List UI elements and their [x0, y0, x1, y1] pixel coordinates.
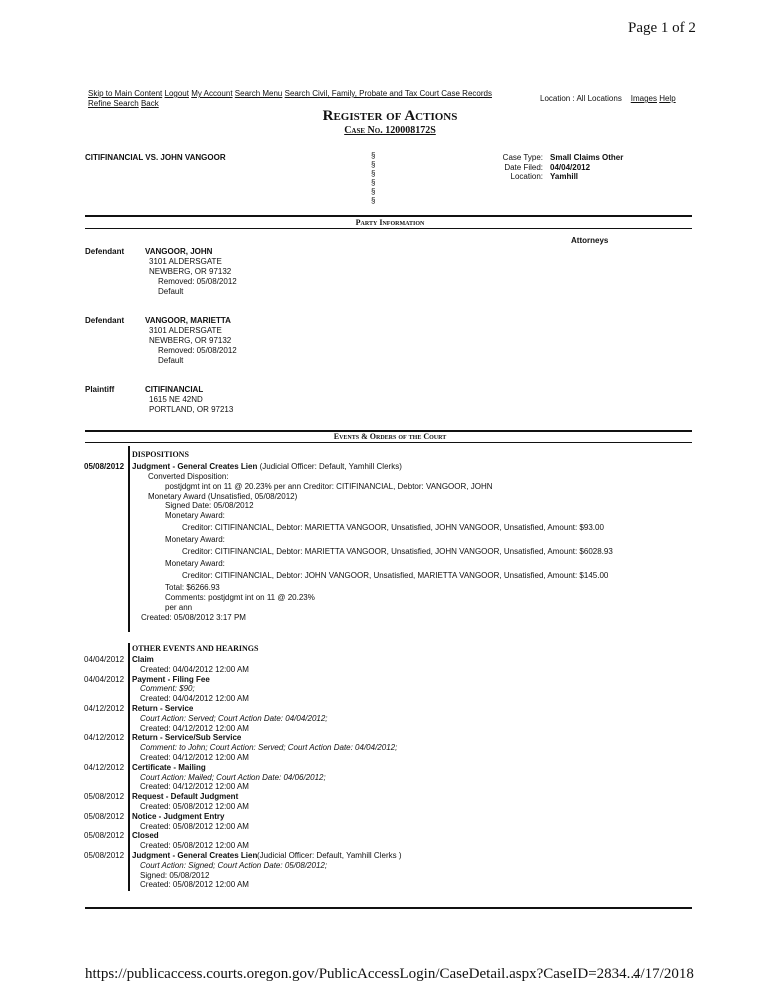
event-date: 04/04/2012: [84, 674, 125, 684]
event-detail: Created: 04/12/2012 12:00 AM: [140, 782, 249, 792]
other-events-heading: OTHER EVENTS AND HEARINGS: [132, 644, 259, 653]
divider: [85, 907, 692, 909]
event-title: Request - Default Judgment: [132, 792, 239, 802]
footer-url: https://publicaccess.courts.oregon.gov/PublicAccessLogin/CaseDetail.aspx?CaseID=2834...: [85, 966, 638, 982]
event-item: [0, 850, 402, 890]
case-type: Small Claims Other: [550, 153, 624, 162]
event-detail: Created: 04/12/2012 12:00 AM: [140, 723, 249, 733]
event-detail: Created: 04/12/2012 12:00 AM: [140, 752, 249, 762]
event-item: [0, 831, 397, 851]
event-detail: Created: 05/08/2012 12:00 AM: [140, 801, 249, 811]
events-heading: Events & Orders of the Court: [333, 432, 447, 441]
event-title: Claim: [132, 655, 154, 664]
event-detail: Comment: $90;: [140, 684, 195, 694]
event-date: 05/08/2012: [84, 811, 125, 821]
footer-date: 4/17/2018: [633, 966, 694, 982]
search-records-link[interactable]: Search Civil, Family, Probate and Tax Court Case Records: [284, 89, 492, 98]
event-item: [0, 812, 397, 832]
case-info-values: [550, 153, 623, 182]
logout-link[interactable]: Logout: [164, 89, 189, 98]
back-link[interactable]: Back: [140, 99, 159, 108]
case-style: CITIFINANCIAL VS. JOHN VANGOOR: [85, 153, 226, 162]
event-detail: Comment: to John; Court Action: Served; Court Action Date: 04/04/2012;: [140, 743, 398, 753]
event-item: [0, 733, 397, 762]
event-date: 04/12/2012: [84, 733, 125, 743]
section-marks: § § § § § §: [371, 151, 376, 205]
date-filed: 04/04/2012: [550, 162, 591, 172]
dispositions-heading: DISPOSITIONS: [132, 450, 189, 459]
event-date: 04/12/2012: [84, 762, 125, 772]
location-bar: [540, 94, 676, 103]
images-link[interactable]: Images: [630, 94, 657, 103]
event-detail: Created: 05/08/2012 12:00 AM: [140, 880, 249, 890]
event-title: Notice - Judgment Entry: [132, 811, 225, 821]
event-detail: Created: 04/04/2012 12:00 AM: [140, 664, 249, 674]
party-info-heading: Party Information: [355, 218, 425, 227]
event-title: Return - Service/Sub Service: [132, 733, 242, 743]
event-date: 05/08/2012: [84, 831, 125, 841]
page-number: Page 1 of 2: [628, 20, 696, 36]
search-menu-link[interactable]: Search Menu: [234, 89, 283, 98]
location-label: Location : All Locations: [540, 94, 622, 103]
divider: [85, 215, 692, 217]
disposition-date: 05/08/2012: [84, 462, 125, 471]
event-item: [0, 763, 397, 792]
event-title: Judgment - General Creates Lien: [132, 850, 258, 860]
help-link[interactable]: Help: [659, 94, 676, 103]
event-detail: Created: 04/04/2012 12:00 AM: [140, 694, 249, 704]
event-detail: Court Action: Served; Court Action Date: 04/04/2012;: [140, 713, 328, 723]
event-detail: Court Action: Signed; Court Action Date: 05/08/2012;: [140, 860, 328, 870]
event-title: Payment - Filing Fee: [132, 674, 210, 684]
event-item: [0, 704, 397, 733]
event-detail: Signed: 05/08/2012: [140, 870, 210, 880]
event-date: 05/08/2012: [84, 792, 125, 802]
event-item: [0, 792, 397, 812]
event-officer: (Judicial Officer: Default, Yamhill Clerks ): [257, 850, 402, 860]
event-date: 04/04/2012: [84, 655, 125, 664]
attorneys-heading: Attorneys: [571, 236, 609, 245]
divider: [85, 228, 692, 229]
nav-links-2: [88, 99, 159, 108]
case-location: Yamhill: [550, 172, 579, 181]
other-events-list: [0, 655, 402, 890]
refine-search-link[interactable]: Refine Search: [88, 99, 139, 108]
event-detail: Created: 05/08/2012 12:00 AM: [140, 821, 249, 831]
event-date: 04/12/2012: [84, 703, 125, 713]
skip-link[interactable]: Skip to Main Content: [88, 89, 163, 98]
event-item: [0, 655, 397, 675]
disposition-details: Converted Disposition: postjdgmt int on 11 @ 20.23% per ann Creditor: CITIFINANCIAL, Debtor: VANGOOR, JOHN Monetary Award (Unsatisfied, 05/08/2012) Signed Date: 05/08/2012 Monetary Award: Creditor: CITIFINANCIAL, Debtor: MARIETTA VANGOOR, Unsatisfied, JOHN VANGOOR, Unsatisfied, Amount: $93.00 Monetary Award: Creditor: CITIFINANCIAL, Debtor: MARIETTA VANGOOR, Unsatisfied, JOHN VANGOOR, Unsatisfied, Amount: $6028.93 Monetary Award: Creditor: CITIFINANCIAL, Debtor: JOHN VANGOOR, Unsatisfied, MARIETTA VANGOOR, Unsatisfied, Amount: $145.00 Total: $6266.93 Comments: postjdgmt int on 11 @ 20.23% per ann Created: 05/08/2012 3:17 PM: [141, 472, 613, 622]
document-page: Page 1 of 2 Skip to Main Content Logout My Account Search Menu Search Civil, Family, Probate and Tax Court Case Records Refine Search Back Location : All Locations Images Help Register of Actions Case No. 120008172S CITIFINANCIAL VS. JOHN VANGOOR § § § § § § Case Type: Date Filed: Location: Small Claims Other 04/04/2012 Yamhill Party Information Attorneys Defendant VANGOOR, JOHN 3101 ALDERSGATE NEWBERG, OR 97132 Removed: 05/08/2012 Default Defendant VANGOOR, MARIETTA 3101 ALDERSGATE NEWBERG, OR 97132 Removed: 05/08/2012 Default Plaintiff CITIFINANCIAL 1615 NE 42ND PORTLAND, OR 97213 Events & Orders of the Court DISPOSITIONS 05/08/2012 Judgment - General Creates Lien (Judicial Officer: Default, Yamhill Clerks) Converted Disposition: postjdgmt int on 11 @ 20.23% per ann Creditor: CITIFINANCIAL, Debtor: VANGOOR, JOHN Monetary Award (Unsatisfied, 05/08/2012) Signed Date: 05/08/2012 Monetary Award: Creditor: CITIFINANCIAL, Debtor: MARIETTA VANGOOR, Unsatisfied, JOHN VANGOOR, Unsatisfied, Amount: $93.00 Monetary Award: Creditor: CITIFINANCIAL, Debtor: MARIETTA VANGOOR, Unsatisfied, JOHN VANGOOR, Unsatisfied, Amount: $6028.93 Monetary Award: Creditor: CITIFINANCIAL, Debtor: JOHN VANGOOR, Unsatisfied, MARIETTA VANGOOR, Unsatisfied, Amount: $145.00 Total: $6266.93 Comments: postjdgmt int on 11 @ 20.23% per ann Created: 05/08/2012 3:17 PM OTHER EVENTS AND HEARINGS 04/04/2012 Claim Created: 04/04/2012 12:00 AM 04/04/2012 Payment - Filing Fee Comment: $90; Created: 04/04/2012 12:00 AM 04/12/2012 Return - Service Court Action: Served; Court Action Date: 04/04/2012; Created: 04/12/2012 12:00 AM 04/12/2012 Return - Service/Sub Service Comment: to John; Court Action: Served; Court Action Date: 04/04/2012; Created: 04/12/2012 12:00 AM 04/12/2012 Certificate - Mailing Court Action: Mailed; Court Action Date: 04/06/2012; Created: 04/12/2012 12:00 AM 05/08/2012 Request - Default Judgment Created: 05/08/2012 12:00 AM 05/08/2012 Notice - Judgment Entry Created: 05/08/2012 12:00 AM 05/08/2012 Closed Created: 05/08/2012 12:00 AM 05/08/2012 Judgment - General Creates Lien (Judicial Officer: Default, Yamhill Clerks ) Court Action: Signed; Court Action Date: 05/08/2012; Signed: 05/08/2012 Created: 05/08/2012 12:00 AM https://publicaccess.courts.oregon.gov/PublicAccessLogin/CaseDetail.aspx?CaseID=2834... 4/17/2018: [0, 0, 775, 1000]
event-title: Certificate - Mailing: [132, 762, 206, 772]
case-info-labels: Case Type: Date Filed: Location:: [502, 153, 543, 181]
my-account-link[interactable]: My Account: [191, 89, 233, 98]
divider: [85, 442, 692, 443]
event-item: [0, 675, 397, 704]
event-detail: Court Action: Mailed; Court Action Date: 04/06/2012;: [140, 772, 326, 782]
page-title: Register of Actions: [322, 108, 458, 124]
event-title: Closed: [132, 831, 159, 841]
disposition-title-line: Judgment - General Creates Lien (Judicial Officer: Default, Yamhill Clerks): [132, 462, 402, 471]
event-title: Return - Service: [132, 703, 194, 713]
event-date: 05/08/2012: [84, 850, 125, 860]
event-detail: Created: 05/08/2012 12:00 AM: [140, 841, 249, 851]
case-number: Case No. 120008172S: [344, 125, 436, 136]
